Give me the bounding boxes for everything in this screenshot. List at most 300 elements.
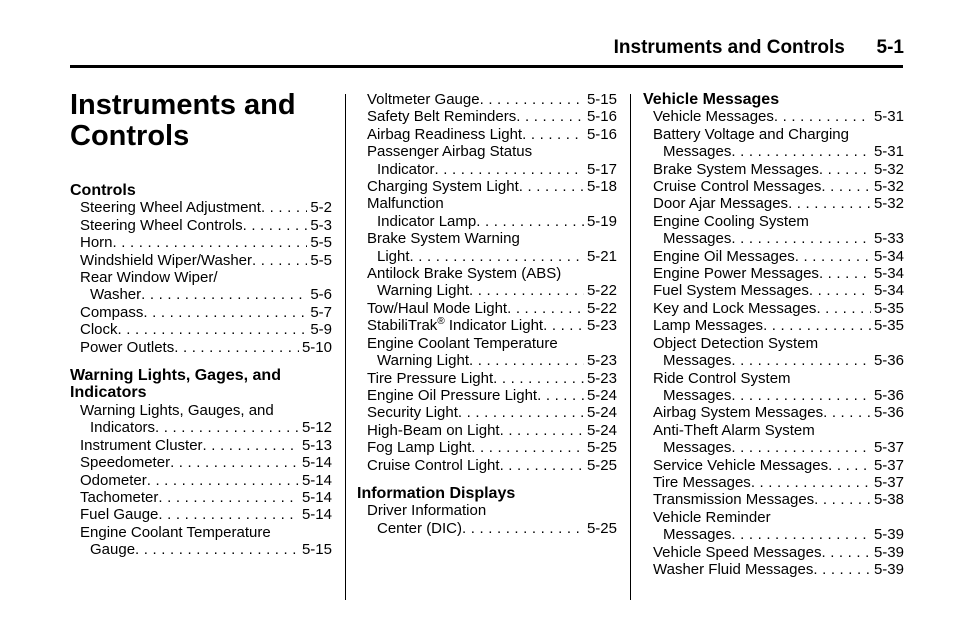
toc-entry-label: Object Detection System	[653, 334, 819, 352]
dot-leader	[252, 252, 307, 269]
toc-entry-label: Washer Fluid Messages	[653, 560, 814, 578]
toc-entry-line	[357, 143, 617, 160]
toc-page-number: 5-10	[301, 338, 332, 356]
toc-entry[interactable]	[357, 439, 617, 456]
toc-entry[interactable]	[643, 474, 904, 491]
toc-entry-line	[357, 370, 617, 387]
toc-entry-label: Indicator Lamp	[377, 212, 477, 230]
dot-leader	[763, 317, 871, 334]
dot-leader	[814, 491, 871, 508]
toc-page-number: 5-23	[586, 317, 617, 335]
toc-entry[interactable]	[357, 230, 617, 265]
toc-entry-line	[643, 457, 904, 474]
header-rule	[70, 65, 903, 68]
toc-entry[interactable]	[357, 404, 617, 421]
toc-entry[interactable]	[357, 91, 617, 108]
toc-entry-label: Fuel System Messages	[653, 282, 809, 300]
toc-page-number: 5-14	[301, 454, 332, 472]
toc-entry-line	[70, 269, 332, 286]
toc-entry-line	[643, 178, 904, 195]
toc-entry-line	[70, 402, 332, 419]
toc-entry-line	[70, 304, 332, 321]
toc-entry-line	[357, 439, 617, 456]
dot-leader	[476, 213, 584, 230]
toc-entry[interactable]	[357, 265, 617, 300]
dot-leader	[155, 419, 299, 436]
toc-entry-label: Cruise Control Messages	[653, 178, 822, 196]
dot-leader	[410, 248, 584, 265]
toc-page-number: 5-36	[873, 386, 904, 404]
toc-page-number: 5-31	[873, 108, 904, 126]
toc-entry[interactable]	[643, 195, 904, 212]
toc-entry-line	[643, 404, 904, 421]
toc-page-number: 5-3	[310, 216, 332, 234]
toc-entry-line	[70, 321, 332, 338]
toc-entry[interactable]	[643, 370, 904, 405]
toc-entry[interactable]	[357, 422, 617, 439]
toc-entry[interactable]	[357, 370, 617, 387]
toc-entry-line	[643, 265, 904, 282]
toc-entry-label: Safety Belt Reminders	[367, 108, 517, 126]
toc-entry-label: Center (DIC)	[377, 519, 463, 537]
toc-entry-line	[643, 248, 904, 265]
dot-leader	[500, 457, 584, 474]
toc-entry-label: Odometer	[80, 471, 147, 489]
toc-page-number: 5-15	[301, 541, 332, 559]
toc-entry-line	[643, 491, 904, 508]
dot-leader	[731, 526, 871, 543]
toc-entry-label: Lamp Messages	[653, 317, 764, 335]
toc-page-number: 5-32	[873, 178, 904, 196]
toc-entry-label: Steering Wheel Adjustment	[80, 199, 261, 217]
toc-entry[interactable]	[70, 472, 332, 489]
toc-page-number: 5-34	[873, 247, 904, 265]
toc-entry-label: Key and Lock Messages	[653, 299, 817, 317]
toc-entry-line	[643, 370, 904, 387]
toc-entry-line	[643, 335, 904, 352]
toc-page-number: 5-35	[873, 299, 904, 317]
dot-leader	[480, 91, 584, 108]
toc-entry-line	[643, 561, 904, 578]
toc-entry-label: Anti-Theft Alarm System	[653, 421, 815, 439]
toc-entry-line	[357, 457, 617, 474]
toc-page-number: 5-9	[310, 321, 332, 339]
toc-entry-line	[70, 252, 332, 269]
toc-entry-label: Tachometer	[80, 488, 159, 506]
toc-entry-label: Engine Coolant Temperature	[367, 334, 558, 352]
dot-leader	[821, 178, 871, 195]
toc-page-number: 5-5	[310, 234, 332, 252]
toc-entry-label: Speedometer	[80, 454, 171, 472]
toc-entry-line	[357, 422, 617, 439]
toc-column-3	[643, 91, 904, 578]
toc-page-number: 5-17	[586, 160, 617, 178]
toc-entry-line	[643, 195, 904, 212]
toc-page-number: 5-32	[873, 160, 904, 178]
toc-entry[interactable]	[70, 252, 332, 269]
toc-page-number: 5-22	[586, 299, 617, 317]
toc-entry[interactable]	[643, 161, 904, 178]
toc-entry-line	[643, 439, 904, 456]
running-header	[614, 37, 904, 59]
toc-entry[interactable]	[643, 108, 904, 125]
toc-entry-label: Power Outlets	[80, 338, 175, 356]
header-section-title: Instruments and Controls	[613, 37, 845, 58]
toc-page-number: 5-37	[873, 439, 904, 457]
toc-page-number: 5-33	[873, 230, 904, 248]
dot-leader	[731, 143, 871, 160]
toc-entry-line	[70, 199, 332, 216]
toc-page-number: 5-39	[873, 560, 904, 578]
dot-leader	[828, 457, 871, 474]
toc-page-number: 5-34	[873, 282, 904, 300]
toc-entry-label: Charging System Light	[367, 178, 519, 196]
toc-entry-line	[357, 126, 617, 143]
toc-entry-label: Warning Light	[377, 282, 469, 300]
toc-entry-label: StabiliTrak® Indicator Light	[367, 316, 544, 335]
dot-leader	[147, 472, 299, 489]
dot-leader	[135, 541, 299, 558]
toc-entry-label: Airbag Readiness Light	[367, 125, 523, 143]
toc-entry-label: Engine Power Messages	[653, 265, 819, 283]
toc-entry[interactable]	[357, 126, 617, 143]
toc-entry[interactable]	[70, 437, 332, 454]
toc-page-number: 5-16	[586, 125, 617, 143]
toc-page-number: 5-25	[586, 519, 617, 537]
toc-entry-label: Vehicle Speed Messages	[653, 543, 822, 561]
toc-entry-line	[357, 178, 617, 195]
dot-leader	[493, 370, 584, 387]
dot-leader	[469, 352, 584, 369]
toc-entry-line	[357, 317, 617, 334]
toc-entry[interactable]	[643, 248, 904, 265]
toc-entry[interactable]	[70, 217, 332, 234]
toc-entry-label: Service Vehicle Messages	[653, 456, 829, 474]
toc-page-number: 5-7	[310, 303, 332, 321]
toc-entry-label: Ride Control System	[653, 369, 791, 387]
toc-page-number: 5-25	[586, 439, 617, 457]
toc-page-number: 5-15	[586, 91, 617, 108]
dot-leader	[143, 304, 307, 321]
toc-entry[interactable]	[357, 387, 617, 404]
dot-leader	[174, 339, 299, 356]
toc-entry-label: Vehicle Messages	[653, 108, 774, 126]
toc-entry[interactable]	[643, 265, 904, 282]
toc-entry[interactable]	[70, 454, 332, 471]
dot-leader	[731, 439, 871, 456]
toc-entry-label: Warning Lights, Gauges, and	[80, 401, 274, 419]
dot-leader	[774, 108, 871, 125]
toc-entry-label: Voltmeter Gauge	[367, 91, 480, 108]
toc-entry-line	[643, 300, 904, 317]
toc-entry[interactable]	[643, 457, 904, 474]
toc-entry-line	[643, 161, 904, 178]
toc-entry-label: Messages	[663, 352, 732, 370]
toc-entry-label: Door Ajar Messages	[653, 195, 789, 213]
toc-entry-line	[357, 265, 617, 282]
toc-entry-label: Light	[377, 247, 410, 265]
toc-entry-label: Washer	[90, 286, 142, 304]
toc-page-number: 5-23	[586, 369, 617, 387]
dot-leader	[158, 506, 299, 523]
toc-entry-label: Security Light	[367, 404, 458, 422]
toc-entry[interactable]	[70, 339, 332, 356]
toc-entry-line	[70, 524, 332, 541]
dot-leader	[816, 300, 871, 317]
toc-entry-line	[643, 143, 904, 160]
toc-page-number: 5-14	[301, 471, 332, 489]
toc-entry-line	[357, 248, 617, 265]
toc-page-number: 5-36	[873, 352, 904, 370]
dot-leader	[261, 199, 307, 216]
toc-entry-line	[643, 230, 904, 247]
toc-entry[interactable]	[357, 457, 617, 474]
toc-page-number: 5-37	[873, 456, 904, 474]
toc-page-number: 5-32	[873, 195, 904, 213]
section-gap	[70, 356, 332, 367]
toc-entry-line	[643, 387, 904, 404]
toc-entry[interactable]	[357, 335, 617, 370]
toc-entry-line	[643, 126, 904, 143]
toc-entry[interactable]	[643, 509, 904, 544]
toc-entry-label: Fog Lamp Light	[367, 439, 472, 457]
toc-entry-line	[643, 317, 904, 334]
column-divider	[345, 94, 346, 600]
toc-page-number: 5-38	[873, 491, 904, 509]
toc-entry[interactable]	[643, 178, 904, 195]
toc-entry-label: Vehicle Reminder	[653, 508, 771, 526]
toc-entry-line	[70, 437, 332, 454]
toc-entry-label: Messages	[663, 143, 732, 161]
toc-entry-label: Gauge	[90, 541, 136, 559]
toc-entry-line	[357, 91, 617, 108]
toc-entry[interactable]	[643, 317, 904, 334]
toc-page-number: 5-37	[873, 473, 904, 491]
toc-entry-line	[357, 404, 617, 421]
toc-page-number: 5-24	[586, 386, 617, 404]
toc-entry[interactable]	[357, 143, 617, 178]
toc-entry-line	[643, 213, 904, 230]
toc-page-number: 5-12	[301, 419, 332, 437]
toc-entry-line	[70, 234, 332, 251]
dot-leader	[813, 561, 871, 578]
toc-section-heading: Information Displays	[357, 484, 516, 502]
toc-column-1	[70, 182, 332, 559]
toc-entry-label: Brake System Warning	[367, 230, 520, 248]
toc-entry-label: Steering Wheel Controls	[80, 216, 243, 234]
toc-entry-label: Brake System Messages	[653, 160, 819, 178]
toc-entry-line	[70, 489, 332, 506]
toc-page-number: 5-31	[873, 143, 904, 161]
toc-entry-line	[643, 474, 904, 491]
toc-entry-line	[643, 282, 904, 299]
toc-entry-label: Rear Window Wiper/	[80, 269, 218, 287]
toc-entry[interactable]	[70, 321, 332, 338]
dot-leader	[537, 387, 584, 404]
toc-entry-label: Compass	[80, 303, 144, 321]
toc-entry[interactable]	[643, 126, 904, 161]
toc-entry-label: Messages	[663, 386, 732, 404]
dot-leader	[519, 178, 584, 195]
toc-entry[interactable]	[643, 213, 904, 248]
toc-entry[interactable]	[357, 502, 617, 537]
toc-entry-label: Transmission Messages	[653, 491, 815, 509]
dot-leader	[543, 317, 584, 334]
toc-entry-label: Warning Light	[377, 352, 469, 370]
toc-page-number: 5-35	[873, 317, 904, 335]
toc-section-heading: Vehicle Messages	[643, 91, 780, 108]
toc-entry[interactable]	[643, 335, 904, 370]
dot-leader	[243, 217, 308, 234]
toc-entry[interactable]	[70, 234, 332, 251]
toc-entry[interactable]	[70, 489, 332, 506]
dot-leader	[435, 161, 584, 178]
toc-entry[interactable]	[70, 402, 332, 437]
dot-leader	[823, 404, 871, 421]
toc-entry[interactable]	[643, 404, 904, 421]
toc-entry[interactable]	[643, 300, 904, 317]
toc-entry-line	[357, 352, 617, 369]
toc-entry[interactable]	[643, 422, 904, 457]
toc-page-number: 5-23	[586, 352, 617, 370]
toc-page-number: 5-14	[301, 506, 332, 524]
dot-leader	[170, 454, 299, 471]
toc-entry[interactable]	[643, 561, 904, 578]
toc-entry-line	[357, 520, 617, 537]
toc-entry-line	[70, 506, 332, 523]
toc-entry-line	[643, 544, 904, 561]
toc-entry-label: Clock	[80, 321, 118, 339]
toc-page-number: 5-24	[586, 421, 617, 439]
toc-entry-label: Malfunction	[367, 195, 444, 213]
toc-entry-line	[70, 217, 332, 234]
toc-page-number: 5-36	[873, 404, 904, 422]
toc-page-number: 5-39	[873, 543, 904, 561]
toc-entry[interactable]	[70, 506, 332, 523]
toc-page-number: 5-6	[310, 286, 332, 304]
toc-page-number: 5-13	[301, 436, 332, 454]
dot-leader	[522, 126, 584, 143]
toc-entry[interactable]	[357, 108, 617, 125]
toc-entry-label: Airbag System Messages	[653, 404, 824, 422]
dot-leader	[458, 404, 584, 421]
toc-entry-line	[643, 352, 904, 369]
dot-leader	[731, 387, 871, 404]
toc-entry-line	[70, 454, 332, 471]
toc-entry-line	[643, 108, 904, 125]
column-divider	[630, 94, 631, 600]
dot-leader	[469, 282, 584, 299]
toc-column-2	[357, 91, 617, 537]
toc-page-number: 5-24	[586, 404, 617, 422]
dot-leader	[788, 195, 871, 212]
toc-entry-line	[70, 472, 332, 489]
header-page-number: 5-1	[876, 37, 904, 58]
toc-entry-label: Tire Pressure Light	[367, 369, 494, 387]
toc-entry-label: High-Beam on Light	[367, 421, 500, 439]
dot-leader	[203, 437, 299, 454]
dot-leader	[751, 474, 871, 491]
toc-page-number: 5-16	[586, 108, 617, 126]
dot-leader	[821, 544, 871, 561]
dot-leader	[500, 422, 584, 439]
toc-entry-label: Driver Information	[367, 502, 487, 520]
toc-page-number: 5-34	[873, 265, 904, 283]
toc-page-number: 5-21	[586, 247, 617, 265]
toc-entry-line	[357, 230, 617, 247]
toc-section-heading: Warning Lights, Gages, and Indicators	[70, 367, 281, 402]
toc-page-number: 5-25	[586, 456, 617, 474]
toc-entry-line	[357, 195, 617, 212]
toc-section-heading: Controls	[70, 182, 136, 199]
toc-entry[interactable]	[70, 524, 332, 559]
toc-entry-label: Battery Voltage and Charging	[653, 125, 849, 143]
toc-entry-label: Engine Oil Pressure Light	[367, 386, 538, 404]
toc-entry-line	[70, 339, 332, 356]
dot-leader	[795, 248, 871, 265]
dot-leader	[113, 234, 308, 251]
toc-entry-label: Engine Cooling System	[653, 212, 809, 230]
dot-leader	[731, 352, 871, 369]
toc-entry[interactable]	[643, 491, 904, 508]
dot-leader	[507, 300, 584, 317]
section-gap	[357, 474, 617, 485]
toc-entry[interactable]	[70, 304, 332, 321]
toc-entry-line	[643, 509, 904, 526]
toc-entry[interactable]	[357, 300, 617, 317]
toc-entry-line	[70, 419, 332, 436]
dot-leader	[809, 282, 871, 299]
toc-entry-line	[643, 422, 904, 439]
toc-entry-line	[357, 502, 617, 519]
toc-entry[interactable]	[643, 282, 904, 299]
dot-leader	[462, 520, 584, 537]
toc-page-number: 5-5	[310, 251, 332, 269]
toc-entry[interactable]	[643, 544, 904, 561]
toc-entry[interactable]	[357, 195, 617, 230]
dot-leader	[141, 286, 307, 303]
toc-entry-line	[357, 161, 617, 178]
toc-page-number: 5-19	[586, 212, 617, 230]
toc-entry[interactable]	[70, 269, 332, 304]
toc-entry-line	[357, 300, 617, 317]
toc-entry-label: Cruise Control Light	[367, 456, 500, 474]
toc-entry-label: Engine Oil Messages	[653, 247, 795, 265]
toc-entry-label: Instrument Cluster	[80, 436, 203, 454]
dot-leader	[819, 161, 871, 178]
toc-entry[interactable]	[357, 178, 617, 195]
toc-entry-label: Windshield Wiper/Washer	[80, 251, 252, 269]
dot-leader	[118, 321, 308, 338]
toc-entry-line	[643, 526, 904, 543]
dot-leader	[471, 439, 584, 456]
toc-entry[interactable]	[357, 317, 617, 334]
toc-entry[interactable]	[70, 199, 332, 216]
toc-entry-line	[357, 335, 617, 352]
toc-entry-label: Tire Messages	[653, 473, 751, 491]
toc-entry-line	[70, 541, 332, 558]
toc-entry-label: Messages	[663, 439, 732, 457]
toc-page-number: 5-18	[586, 178, 617, 196]
toc-entry-line	[357, 387, 617, 404]
toc-page-number: 5-39	[873, 526, 904, 544]
dot-leader	[731, 230, 871, 247]
toc-entry-line	[357, 282, 617, 299]
toc-page-number: 5-22	[586, 282, 617, 300]
toc-entry-label: Indicator	[377, 160, 435, 178]
toc-entry-label: Antilock Brake System (ABS)	[367, 265, 562, 283]
dot-leader	[819, 265, 871, 282]
